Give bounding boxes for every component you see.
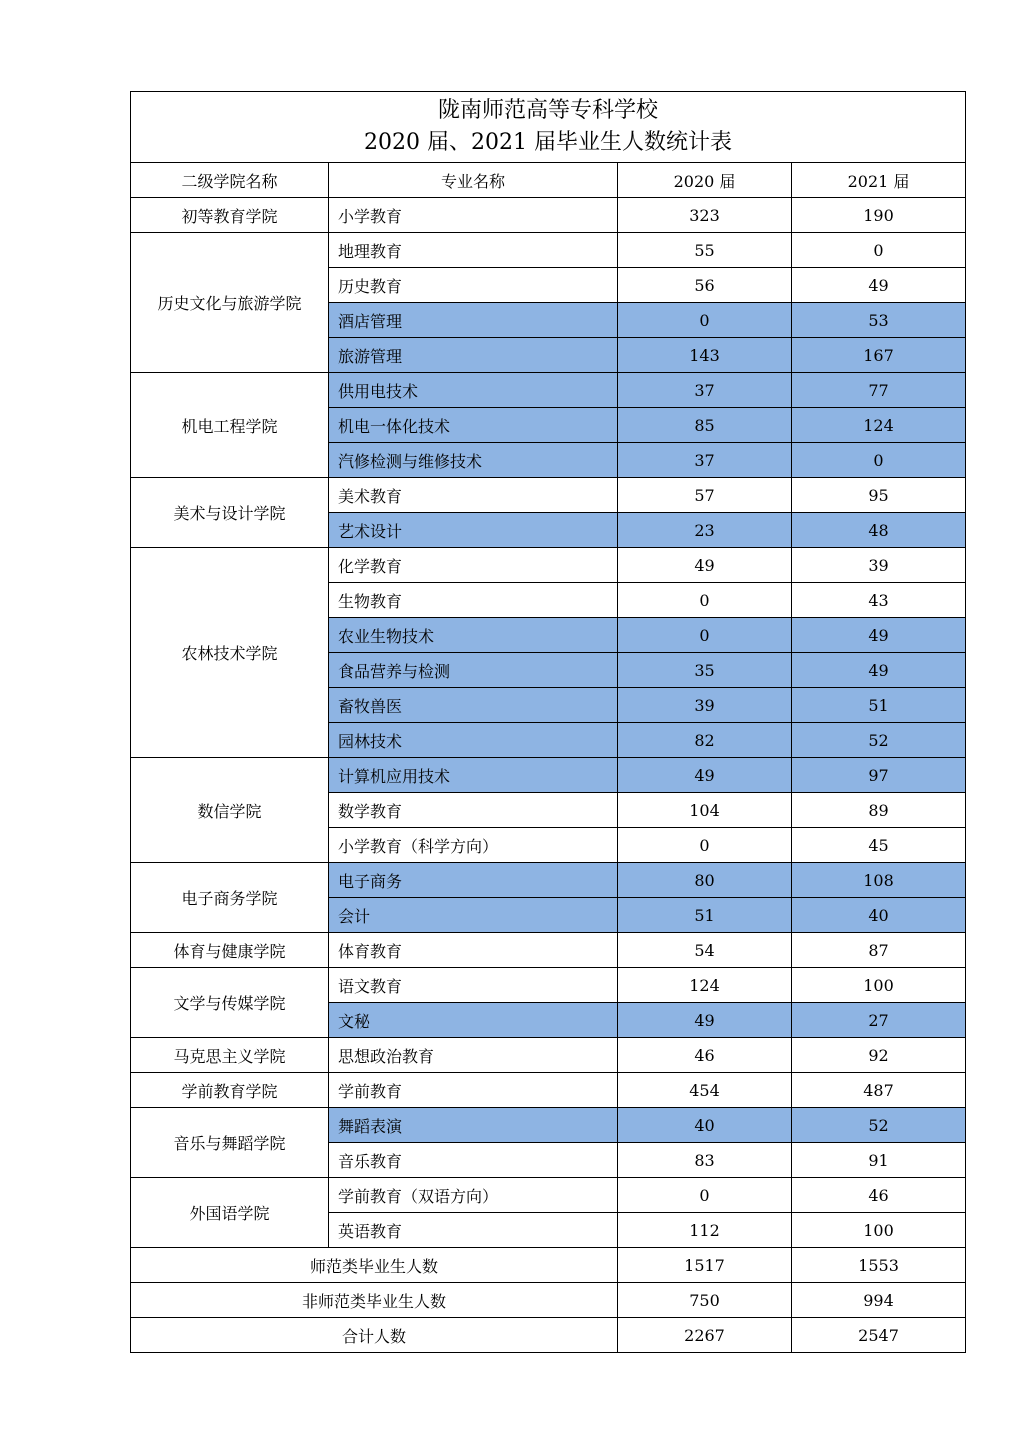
count-2021-cell: 53 (792, 303, 966, 338)
count-2021-cell: 43 (792, 583, 966, 618)
count-2021-cell: 49 (792, 268, 966, 303)
count-2020-cell: 0 (618, 303, 792, 338)
count-2021-cell: 91 (792, 1143, 966, 1178)
count-2020-cell: 0 (618, 828, 792, 863)
count-2020-cell: 85 (618, 408, 792, 443)
count-2021-cell: 95 (792, 478, 966, 513)
table-title-line-2: 2020 届、2021 届毕业生人数统计表 (364, 130, 732, 155)
header-major: 专业名称 (329, 163, 618, 198)
count-2020-cell: 51 (618, 898, 792, 933)
count-2021-cell: 51 (792, 688, 966, 723)
count-2020-cell: 40 (618, 1108, 792, 1143)
college-name-cell: 电子商务学院 (131, 863, 329, 933)
major-name-cell: 学前教育 (329, 1073, 618, 1108)
count-2020-cell: 49 (618, 548, 792, 583)
major-name-cell: 语文教育 (329, 968, 618, 1003)
count-2020-cell: 35 (618, 653, 792, 688)
table-row (131, 758, 966, 793)
graduate-statistics-table (130, 91, 966, 1353)
count-2021-cell: 487 (792, 1073, 966, 1108)
count-2020-cell: 56 (618, 268, 792, 303)
header-college: 二级学院名称 (131, 163, 329, 198)
college-name-cell: 体育与健康学院 (131, 933, 329, 968)
table-title (131, 92, 966, 163)
count-2021-cell: 167 (792, 338, 966, 373)
table-row (131, 198, 966, 233)
count-2021-cell: 45 (792, 828, 966, 863)
major-name-cell: 地理教育 (329, 233, 618, 268)
major-name-cell: 汽修检测与维修技术 (329, 443, 618, 478)
summary-2020-cell: 750 (618, 1283, 792, 1318)
college-name-cell: 学前教育学院 (131, 1073, 329, 1108)
count-2021-cell: 190 (792, 198, 966, 233)
count-2020-cell: 23 (618, 513, 792, 548)
count-2020-cell: 39 (618, 688, 792, 723)
table-row (131, 478, 966, 513)
major-name-cell: 食品营养与检测 (329, 653, 618, 688)
count-2020-cell: 0 (618, 618, 792, 653)
major-name-cell: 生物教育 (329, 583, 618, 618)
major-name-cell: 文秘 (329, 1003, 618, 1038)
count-2021-cell: 97 (792, 758, 966, 793)
summary-label-cell: 合计人数 (131, 1318, 618, 1353)
count-2021-cell: 40 (792, 898, 966, 933)
major-name-cell: 畜牧兽医 (329, 688, 618, 723)
major-name-cell: 农业生物技术 (329, 618, 618, 653)
count-2021-cell: 46 (792, 1178, 966, 1213)
count-2020-cell: 323 (618, 198, 792, 233)
summary-row (131, 1318, 966, 1353)
count-2021-cell: 0 (792, 233, 966, 268)
major-name-cell: 历史教育 (329, 268, 618, 303)
major-name-cell: 园林技术 (329, 723, 618, 758)
count-2021-cell: 89 (792, 793, 966, 828)
college-name-cell: 马克思主义学院 (131, 1038, 329, 1073)
count-2021-cell: 87 (792, 933, 966, 968)
table-row (131, 233, 966, 268)
college-name-cell: 美术与设计学院 (131, 478, 329, 548)
major-name-cell: 酒店管理 (329, 303, 618, 338)
count-2020-cell: 57 (618, 478, 792, 513)
table-row (131, 1108, 966, 1143)
count-2020-cell: 49 (618, 758, 792, 793)
major-name-cell: 电子商务 (329, 863, 618, 898)
major-name-cell: 音乐教育 (329, 1143, 618, 1178)
college-name-cell: 机电工程学院 (131, 373, 329, 478)
major-name-cell: 化学教育 (329, 548, 618, 583)
summary-label-cell: 非师范类毕业生人数 (131, 1283, 618, 1318)
college-name-cell: 音乐与舞蹈学院 (131, 1108, 329, 1178)
count-2021-cell: 39 (792, 548, 966, 583)
summary-row (131, 1248, 966, 1283)
table-row (131, 863, 966, 898)
count-2021-cell: 100 (792, 1213, 966, 1248)
major-name-cell: 体育教育 (329, 933, 618, 968)
table-row (131, 1178, 966, 1213)
count-2021-cell: 92 (792, 1038, 966, 1073)
summary-2020-cell: 1517 (618, 1248, 792, 1283)
count-2020-cell: 37 (618, 373, 792, 408)
count-2021-cell: 100 (792, 968, 966, 1003)
major-name-cell: 小学教育 (329, 198, 618, 233)
title-row (131, 92, 966, 163)
count-2020-cell: 112 (618, 1213, 792, 1248)
count-2021-cell: 0 (792, 443, 966, 478)
major-name-cell: 会计 (329, 898, 618, 933)
college-name-cell: 数信学院 (131, 758, 329, 863)
count-2020-cell: 0 (618, 1178, 792, 1213)
count-2020-cell: 49 (618, 1003, 792, 1038)
count-2020-cell: 46 (618, 1038, 792, 1073)
college-name-cell: 历史文化与旅游学院 (131, 233, 329, 373)
count-2021-cell: 48 (792, 513, 966, 548)
count-2020-cell: 143 (618, 338, 792, 373)
count-2020-cell: 80 (618, 863, 792, 898)
major-name-cell: 供用电技术 (329, 373, 618, 408)
summary-label-cell: 师范类毕业生人数 (131, 1248, 618, 1283)
count-2021-cell: 52 (792, 1108, 966, 1143)
table-row (131, 548, 966, 583)
table-row (131, 1073, 966, 1108)
major-name-cell: 学前教育（双语方向） (329, 1178, 618, 1213)
count-2020-cell: 124 (618, 968, 792, 1003)
count-2020-cell: 55 (618, 233, 792, 268)
table-row (131, 1038, 966, 1073)
major-name-cell: 数学教育 (329, 793, 618, 828)
table-row (131, 968, 966, 1003)
header-row (131, 163, 966, 198)
count-2021-cell: 108 (792, 863, 966, 898)
table-row (131, 933, 966, 968)
summary-2021-cell: 2547 (792, 1318, 966, 1353)
table-body (131, 92, 966, 1353)
major-name-cell: 小学教育（科学方向） (329, 828, 618, 863)
count-2021-cell: 52 (792, 723, 966, 758)
count-2020-cell: 54 (618, 933, 792, 968)
count-2020-cell: 454 (618, 1073, 792, 1108)
major-name-cell: 旅游管理 (329, 338, 618, 373)
count-2021-cell: 49 (792, 653, 966, 688)
summary-row (131, 1283, 966, 1318)
major-name-cell: 计算机应用技术 (329, 758, 618, 793)
count-2021-cell: 124 (792, 408, 966, 443)
summary-2021-cell: 994 (792, 1283, 966, 1318)
college-name-cell: 文学与传媒学院 (131, 968, 329, 1038)
count-2020-cell: 37 (618, 443, 792, 478)
count-2020-cell: 83 (618, 1143, 792, 1178)
college-name-cell: 初等教育学院 (131, 198, 329, 233)
college-name-cell: 外国语学院 (131, 1178, 329, 1248)
count-2020-cell: 104 (618, 793, 792, 828)
count-2021-cell: 27 (792, 1003, 966, 1038)
table-title-line-1: 陇南师范高等专科学校 (438, 98, 659, 123)
summary-2020-cell: 2267 (618, 1318, 792, 1353)
count-2021-cell: 77 (792, 373, 966, 408)
table-row (131, 373, 966, 408)
summary-2021-cell: 1553 (792, 1248, 966, 1283)
count-2020-cell: 82 (618, 723, 792, 758)
header-2020: 2020 届 (618, 163, 792, 198)
college-name-cell: 农林技术学院 (131, 548, 329, 758)
header-2021: 2021 届 (792, 163, 966, 198)
count-2020-cell: 0 (618, 583, 792, 618)
major-name-cell: 思想政治教育 (329, 1038, 618, 1073)
major-name-cell: 美术教育 (329, 478, 618, 513)
count-2021-cell: 49 (792, 618, 966, 653)
major-name-cell: 艺术设计 (329, 513, 618, 548)
major-name-cell: 舞蹈表演 (329, 1108, 618, 1143)
major-name-cell: 英语教育 (329, 1213, 618, 1248)
major-name-cell: 机电一体化技术 (329, 408, 618, 443)
